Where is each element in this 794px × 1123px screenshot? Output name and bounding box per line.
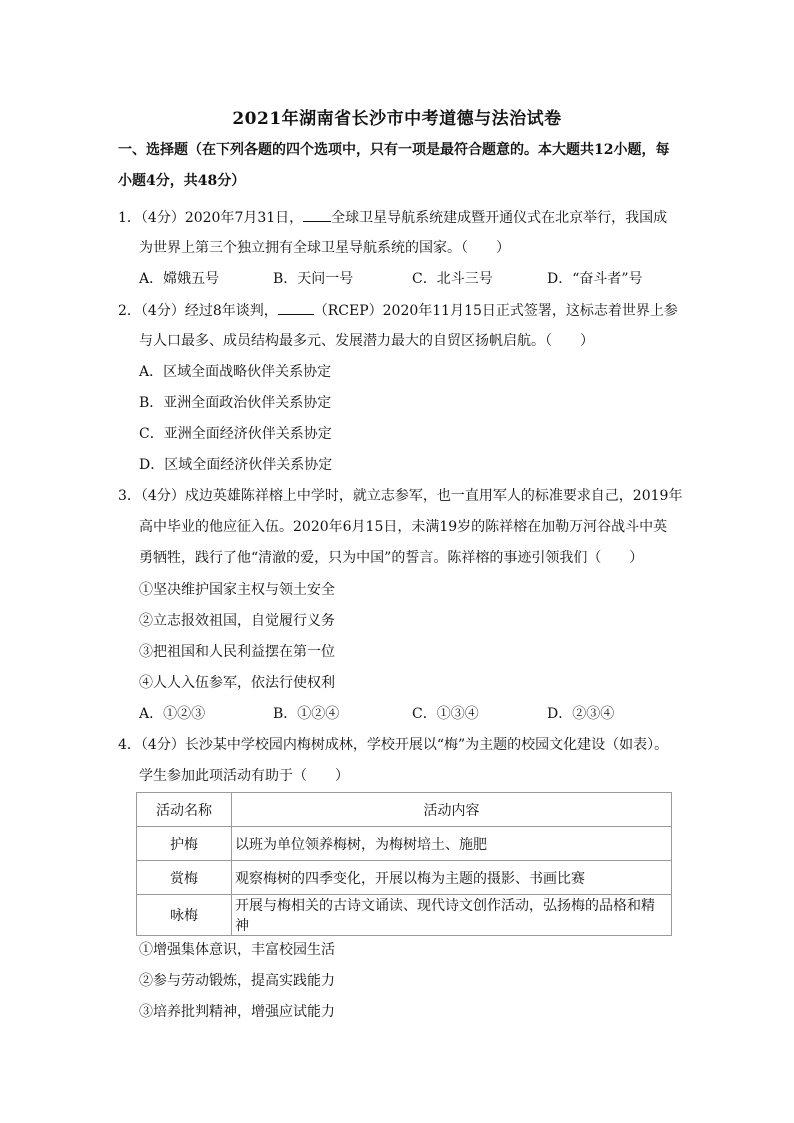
question-3-statement-4: ④人人入伍参军，依法行使权利 bbox=[139, 675, 335, 691]
question-3-line-2: 高中毕业的他应征入伍。2020年6月15日，未满19岁的陈祥榕在加勒万河谷战斗中英 bbox=[139, 519, 668, 535]
question-3-statement-1: ①坚决维护国家主权与领土安全 bbox=[139, 582, 335, 598]
table-cell: 赏梅 bbox=[137, 861, 232, 895]
activity-table bbox=[136, 792, 672, 936]
answer-blank bbox=[278, 300, 314, 315]
page-title: 2021年湖南省长沙市中考道德与法治试卷 bbox=[232, 109, 562, 129]
question-4-statement-1: ①增强集体意识，丰富校园生活 bbox=[139, 942, 335, 958]
question-3-line-1: 3．（4分）戍边英雄陈祥榕上中学时，就立志参军，也一直用军人的标准要求自己，2019年 bbox=[118, 488, 683, 504]
question-2-option-d: D．区域全面经济伙伴关系协定 bbox=[139, 457, 333, 473]
question-2-option-b: B．亚洲全面政治伙伴关系协定 bbox=[139, 395, 332, 411]
table-header-cell: 活动名称 bbox=[137, 793, 232, 827]
question-2-prefix: 2．（4分）经过8年谈判， bbox=[118, 303, 278, 319]
question-3-statement-2: ②立志报效祖国，自觉履行义务 bbox=[139, 613, 335, 629]
question-2-suffix: （RCEP）2020年11月15日正式签署，这标志着世界上参 bbox=[313, 303, 678, 319]
table-header-cell: 活动内容 bbox=[232, 793, 672, 827]
table-cell: 开展与梅相关的古诗文诵读、现代诗文创作活动，弘扬梅的品格和精神 bbox=[232, 895, 672, 936]
question-3-option-a: A．①②③ bbox=[139, 706, 206, 722]
section-heading-line-2: 小题4分，共48分） bbox=[118, 173, 246, 189]
question-3-line-3: 勇牺牲，践行了他“清澈的爱，只为中国”的誓言。陈祥榕的事迹引领我们（ ） bbox=[139, 550, 644, 566]
question-1-prefix: 1．（4分）2020年7月31日， bbox=[118, 210, 304, 226]
table-cell: 护梅 bbox=[137, 827, 232, 861]
question-1-option-a: A．嫦娥五号 bbox=[139, 271, 220, 287]
table-row bbox=[137, 827, 672, 861]
answer-blank bbox=[303, 207, 331, 222]
question-3-option-c: C．①③④ bbox=[412, 706, 479, 722]
question-3-option-b: B．①②④ bbox=[273, 706, 340, 722]
question-3-statement-3: ③把祖国和人民利益摆在第一位 bbox=[139, 644, 335, 660]
question-1-option-c: C．北斗三号 bbox=[412, 271, 493, 287]
section-heading-line-1: 一、选择题（在下列各题的四个选项中，只有一项是最符合题意的。本大题共12小题，每 bbox=[118, 142, 670, 158]
question-1-option-b: B．天问一号 bbox=[273, 271, 354, 287]
question-1-option-d: D．“奋斗者”号 bbox=[547, 271, 643, 287]
question-2-line-1 bbox=[118, 300, 678, 321]
question-1-suffix: 全球卫星导航系统建成暨开通仪式在北京举行，我国成 bbox=[331, 210, 668, 226]
question-2-line-2: 与人口最多、成员结构最多元、发展潜力最大的自贸区扬帆启航。（ ） bbox=[139, 333, 594, 349]
question-2-option-c: C．亚洲全面经济伙伴关系协定 bbox=[139, 426, 332, 442]
question-3-option-d: D．②③④ bbox=[547, 706, 615, 722]
question-1-line-1 bbox=[118, 207, 667, 228]
question-1-line-2: 为世界上第三个独立拥有全球卫星导航系统的国家。（ ） bbox=[139, 240, 510, 256]
table-header-row bbox=[137, 793, 672, 827]
question-4-line-1: 4．（4分）长沙某中学校园内梅树成林，学校开展以“梅”为主题的校园文化建设（如表）。 bbox=[118, 737, 669, 753]
table-cell: 咏梅 bbox=[137, 895, 232, 936]
table-cell: 以班为单位领养梅树，为梅树培土、施肥 bbox=[232, 827, 672, 861]
table-row bbox=[137, 895, 672, 936]
section-heading bbox=[118, 135, 688, 197]
table-cell: 观察梅树的四季变化，开展以梅为主题的摄影、书画比赛 bbox=[232, 861, 672, 895]
table-row bbox=[137, 861, 672, 895]
question-4-statement-2: ②参与劳动锻炼，提高实践能力 bbox=[139, 973, 335, 989]
question-2-option-a: A．区域全面战略伙伴关系协定 bbox=[139, 364, 332, 380]
question-4-statement-3: ③培养批判精神，增强应试能力 bbox=[139, 1004, 335, 1020]
question-4-line-2: 学生参加此项活动有助于（ ） bbox=[139, 768, 349, 784]
